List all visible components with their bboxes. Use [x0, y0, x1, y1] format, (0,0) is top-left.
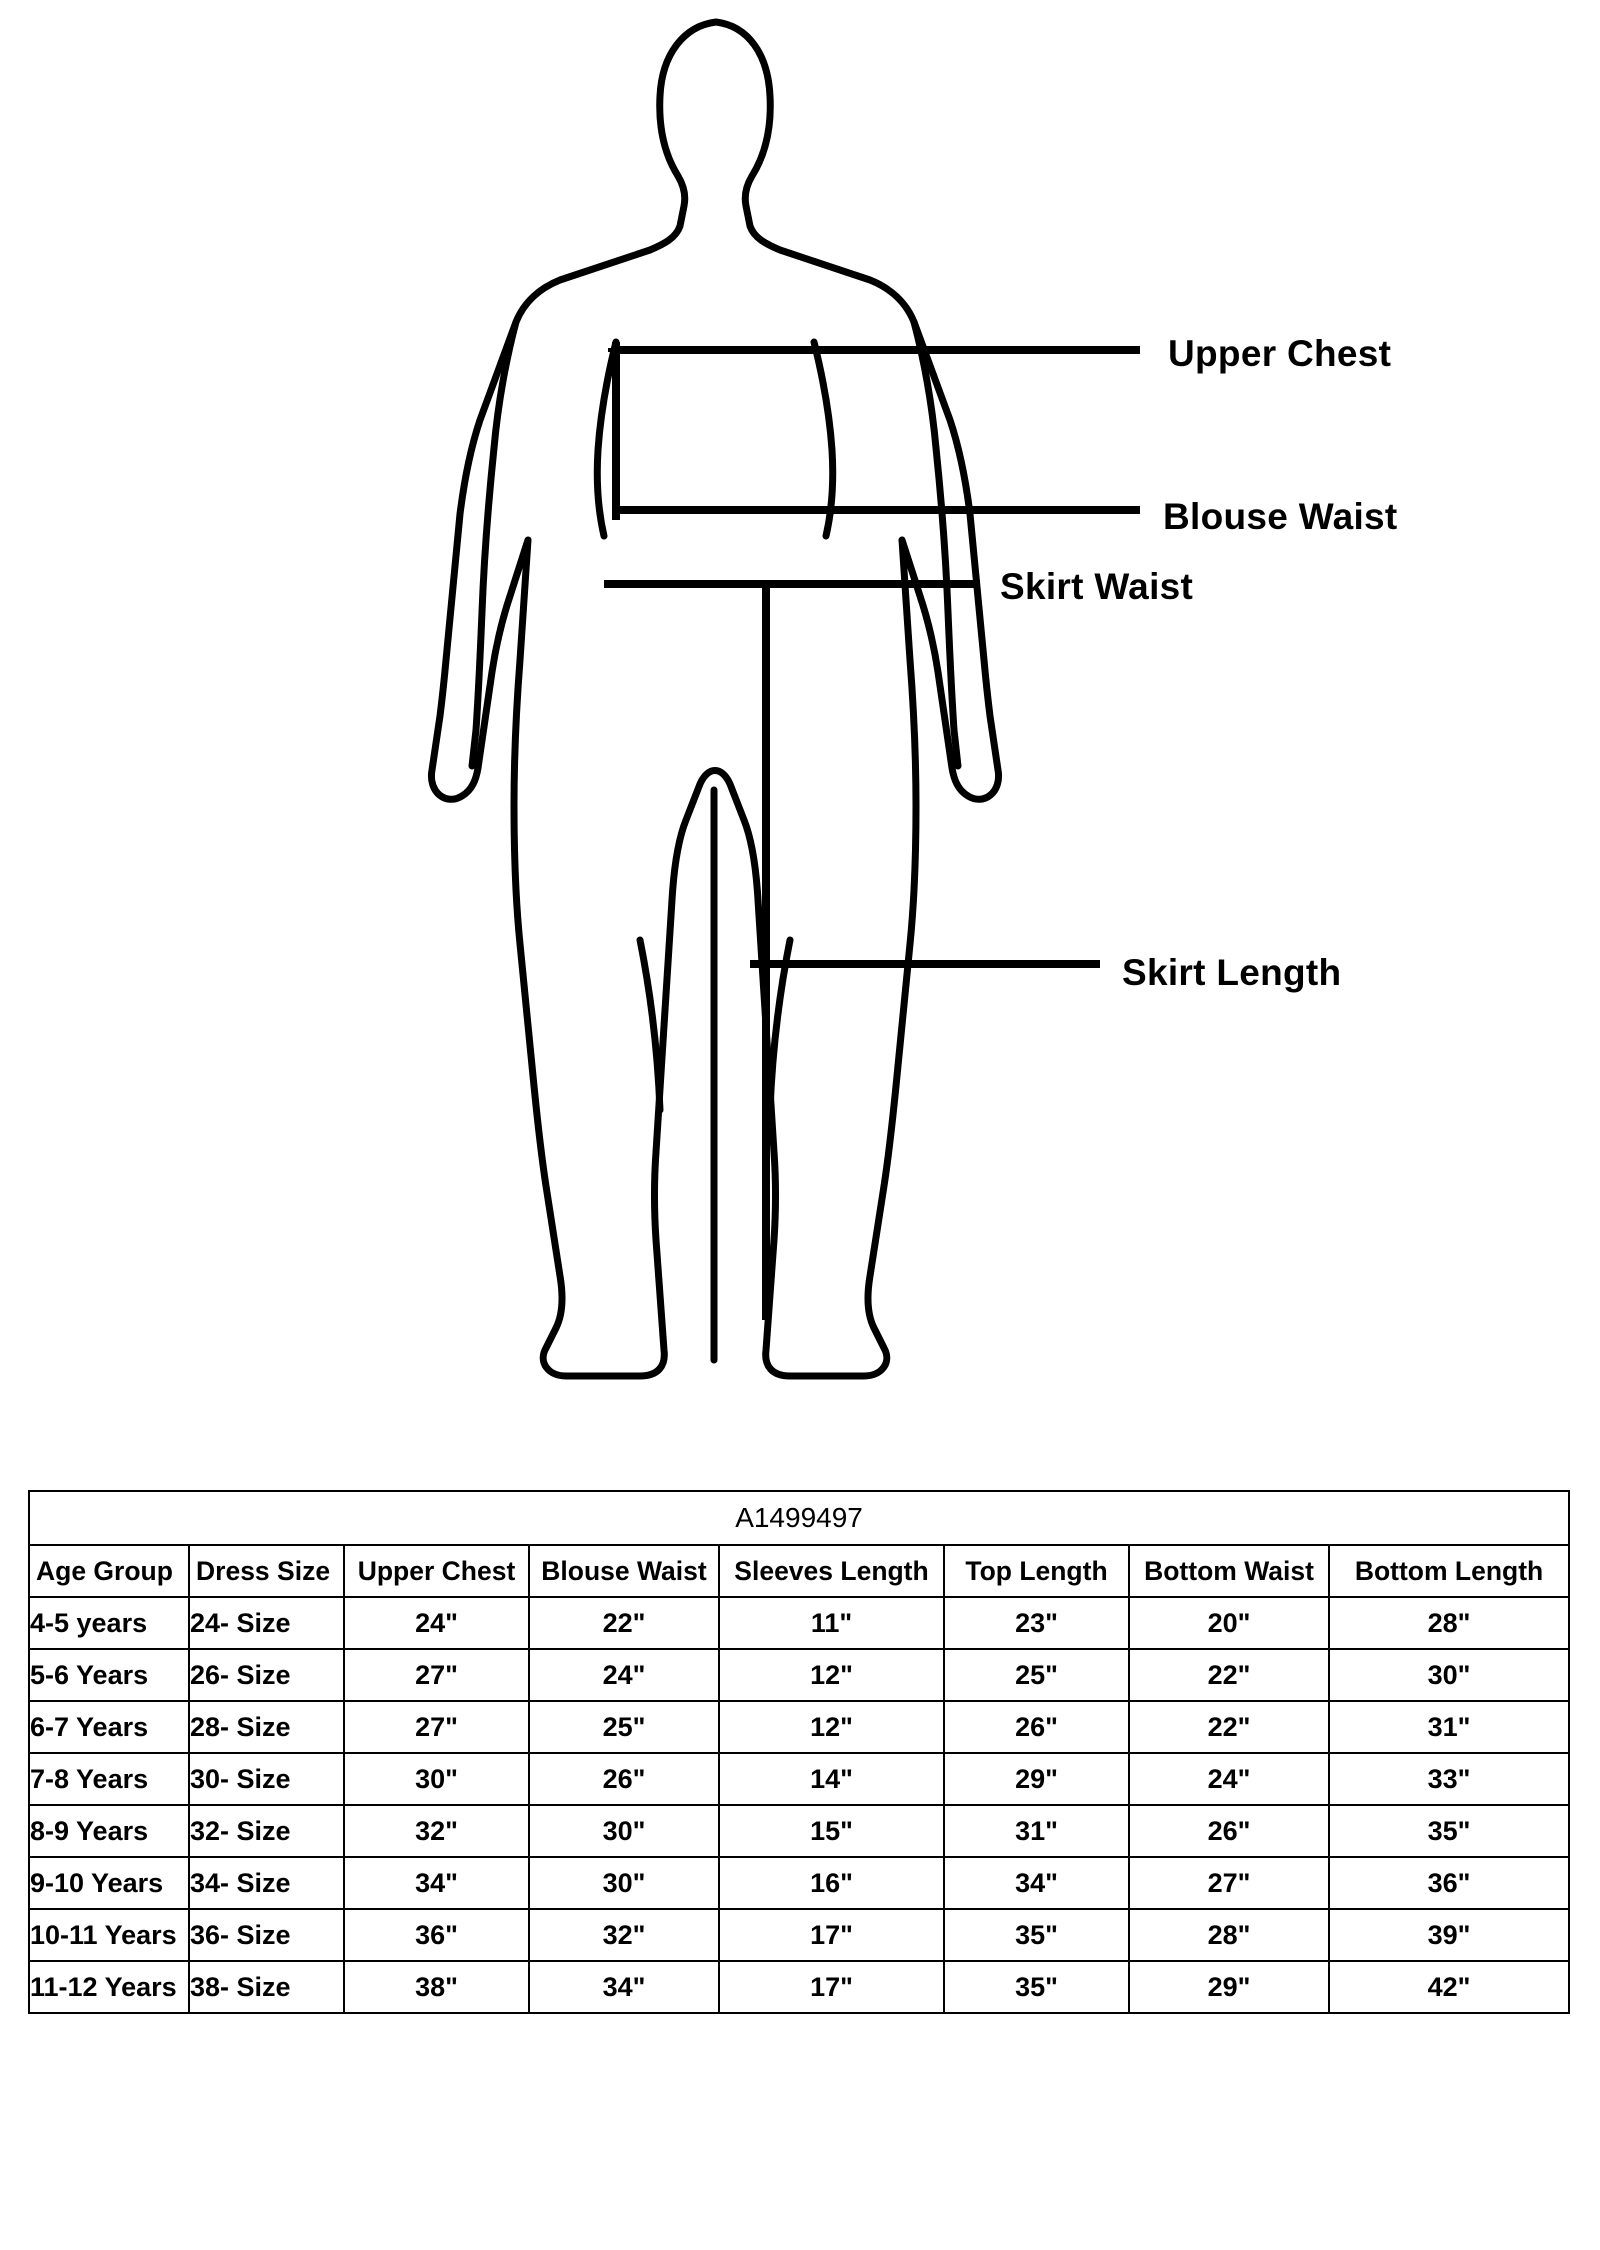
table-header-cell: Upper Chest — [344, 1545, 529, 1597]
table-cell: 30" — [344, 1753, 529, 1805]
table-cell: 34" — [944, 1857, 1129, 1909]
label-skirt-length: Skirt Length — [1122, 952, 1342, 993]
label-blouse-waist: Blouse Waist — [1163, 496, 1398, 537]
table-title: A1499497 — [29, 1491, 1569, 1545]
table-cell: 22" — [529, 1597, 719, 1649]
table-row — [29, 1597, 1569, 1649]
table-cell: 24" — [344, 1597, 529, 1649]
table-cell: 31" — [944, 1805, 1129, 1857]
table-cell: 26" — [1129, 1805, 1329, 1857]
table-cell: 33" — [1329, 1753, 1569, 1805]
table-cell: 9-10 Years — [29, 1857, 189, 1909]
table-row — [29, 1857, 1569, 1909]
table-cell: 16" — [719, 1857, 944, 1909]
table-cell: 31" — [1329, 1701, 1569, 1753]
table-cell: 25" — [529, 1701, 719, 1753]
table-cell: 30- Size — [189, 1753, 344, 1805]
table-cell: 30" — [1329, 1649, 1569, 1701]
table-cell: 30" — [529, 1857, 719, 1909]
table-cell: 32" — [344, 1805, 529, 1857]
table-row — [29, 1701, 1569, 1753]
table-cell: 28" — [1129, 1909, 1329, 1961]
size-chart-table — [28, 1490, 1570, 2014]
table-header-cell: Top Length — [944, 1545, 1129, 1597]
table-cell: 7-8 Years — [29, 1753, 189, 1805]
table-header-cell: Sleeves Length — [719, 1545, 944, 1597]
table-cell: 17" — [719, 1961, 944, 2013]
table-row — [29, 1753, 1569, 1805]
table-cell: 11" — [719, 1597, 944, 1649]
table-cell: 22" — [1129, 1701, 1329, 1753]
table-cell: 12" — [719, 1701, 944, 1753]
table-title-row — [29, 1491, 1569, 1545]
table-row — [29, 1805, 1569, 1857]
table-cell: 28" — [1329, 1597, 1569, 1649]
table-cell: 24" — [529, 1649, 719, 1701]
table-cell: 30" — [529, 1805, 719, 1857]
table-header-cell: Blouse Waist — [529, 1545, 719, 1597]
table-cell: 24" — [1129, 1753, 1329, 1805]
table-cell: 12" — [719, 1649, 944, 1701]
table-header-cell: Age Group — [29, 1545, 189, 1597]
table-cell: 34" — [344, 1857, 529, 1909]
table-cell: 26- Size — [189, 1649, 344, 1701]
table-cell: 17" — [719, 1909, 944, 1961]
table-cell: 35" — [944, 1961, 1129, 2013]
table-cell: 36" — [1329, 1857, 1569, 1909]
table-cell: 42" — [1329, 1961, 1569, 2013]
table-cell: 35" — [1329, 1805, 1569, 1857]
table-cell: 27" — [1129, 1857, 1329, 1909]
table-row — [29, 1649, 1569, 1701]
table-cell: 26" — [529, 1753, 719, 1805]
table-cell: 38- Size — [189, 1961, 344, 2013]
table-cell: 36" — [344, 1909, 529, 1961]
table-cell: 27" — [344, 1649, 529, 1701]
table-cell: 4-5 years — [29, 1597, 189, 1649]
table-cell: 22" — [1129, 1649, 1329, 1701]
table-cell: 27" — [344, 1701, 529, 1753]
table-cell: 10-11 Years — [29, 1909, 189, 1961]
label-skirt-waist: Skirt Waist — [1000, 566, 1194, 607]
table-cell: 29" — [944, 1753, 1129, 1805]
table-header-cell: Bottom Waist — [1129, 1545, 1329, 1597]
table-cell: 34- Size — [189, 1857, 344, 1909]
table-cell: 29" — [1129, 1961, 1329, 2013]
table-cell: 8-9 Years — [29, 1805, 189, 1857]
table-cell: 32" — [529, 1909, 719, 1961]
table-cell: 38" — [344, 1961, 529, 2013]
table-cell: 35" — [944, 1909, 1129, 1961]
table-cell: 11-12 Years — [29, 1961, 189, 2013]
table-cell: 24- Size — [189, 1597, 344, 1649]
table-header-cell: Bottom Length — [1329, 1545, 1569, 1597]
table-row — [29, 1961, 1569, 2013]
table-header-cell: Dress Size — [189, 1545, 344, 1597]
table-cell: 6-7 Years — [29, 1701, 189, 1753]
table-cell: 39" — [1329, 1909, 1569, 1961]
size-chart-table-container — [28, 1490, 1568, 2014]
table-cell: 36- Size — [189, 1909, 344, 1961]
table-cell: 20" — [1129, 1597, 1329, 1649]
table-cell: 28- Size — [189, 1701, 344, 1753]
table-cell: 25" — [944, 1649, 1129, 1701]
label-upper-chest: Upper Chest — [1168, 333, 1392, 374]
table-header-row — [29, 1545, 1569, 1597]
table-cell: 15" — [719, 1805, 944, 1857]
table-cell: 32- Size — [189, 1805, 344, 1857]
table-cell: 26" — [944, 1701, 1129, 1753]
table-cell: 14" — [719, 1753, 944, 1805]
table-cell: 23" — [944, 1597, 1129, 1649]
table-cell: 34" — [529, 1961, 719, 2013]
table-row — [29, 1909, 1569, 1961]
table-cell: 5-6 Years — [29, 1649, 189, 1701]
